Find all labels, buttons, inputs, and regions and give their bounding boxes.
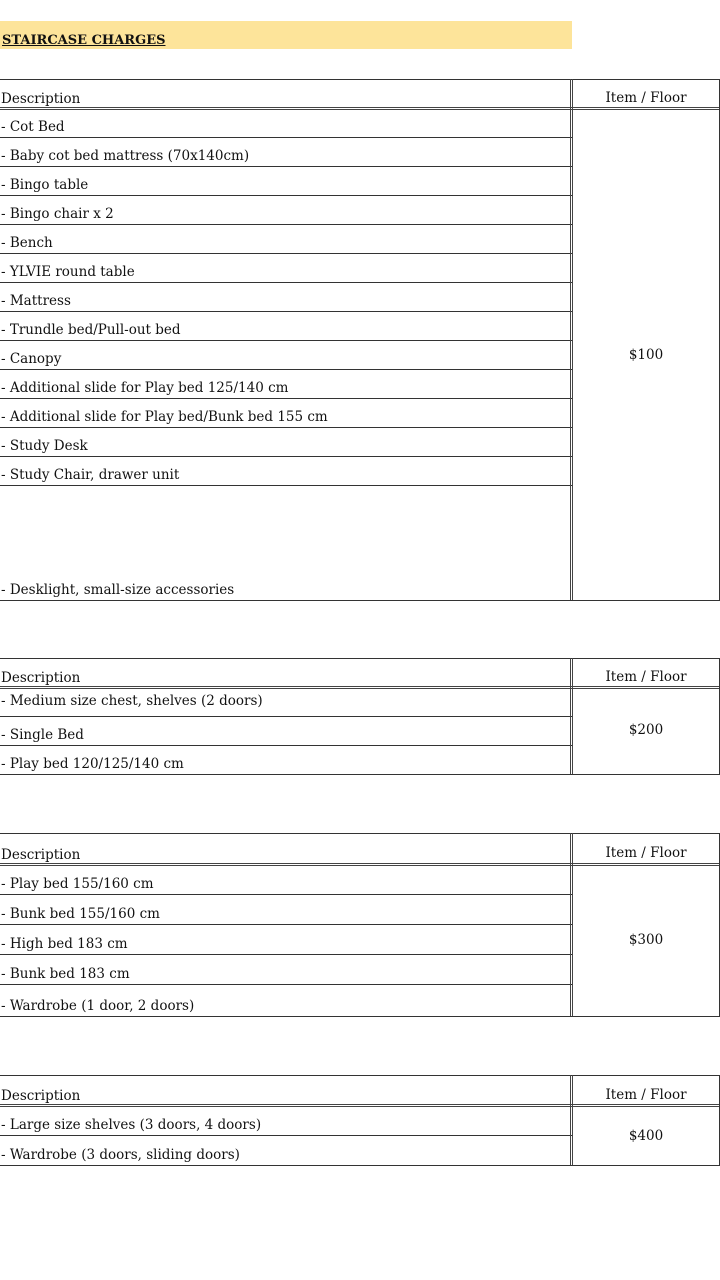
list-item: - Wardrobe (3 doors, sliding doors) (1, 1147, 240, 1163)
row-divider (0, 745, 572, 746)
row-divider (0, 166, 572, 167)
list-item: - Medium size chest, shelves (2 doors) (1, 693, 263, 709)
list-item: - Study Desk (1, 438, 88, 454)
row-divider (0, 894, 572, 895)
table-bottom-border (0, 774, 719, 775)
list-item: - Bingo table (1, 177, 89, 193)
header-divider (0, 107, 719, 110)
row-divider (0, 924, 572, 925)
header-divider (0, 863, 719, 866)
column-divider (570, 79, 573, 600)
list-item: - Bunk bed 183 cm (1, 966, 130, 982)
list-item: - Canopy (1, 351, 62, 367)
list-item: - Bunk bed 155/160 cm (1, 906, 160, 922)
table-top-border (0, 658, 719, 659)
list-item: - Play bed 155/160 cm (1, 876, 154, 892)
row-divider (0, 984, 572, 985)
table-top-border (0, 79, 719, 80)
list-item: - Mattress (1, 293, 71, 309)
list-item: - Bench (1, 235, 53, 251)
list-item: - Cot Bed (1, 119, 65, 135)
price-value: $100 (628, 347, 664, 363)
table-bottom-border (0, 1165, 719, 1166)
description-header: Description (1, 847, 81, 863)
row-divider (0, 485, 572, 486)
row-divider (0, 224, 572, 225)
row-divider (0, 311, 572, 312)
description-header: Description (1, 1088, 81, 1104)
row-divider (0, 369, 572, 370)
list-item: - Play bed 120/125/140 cm (1, 756, 184, 772)
row-divider (0, 195, 572, 196)
description-header: Description (1, 670, 81, 686)
price-value: $300 (628, 932, 664, 948)
list-item: - Additional slide for Play bed 125/140 cm (1, 380, 289, 396)
table-bottom-border (0, 600, 719, 601)
row-divider (0, 1135, 572, 1136)
price-value: $400 (628, 1128, 664, 1144)
price-value: $200 (628, 722, 664, 738)
header-divider (0, 686, 719, 689)
row-divider (0, 282, 572, 283)
row-divider (0, 253, 572, 254)
row-divider (0, 716, 572, 717)
item-floor-header: Item / Floor (605, 1087, 687, 1103)
row-divider (0, 340, 572, 341)
list-item: - Large size shelves (3 doors, 4 doors) (1, 1117, 262, 1133)
row-divider (0, 954, 572, 955)
list-item: - Bingo chair x 2 (1, 206, 114, 222)
item-floor-header: Item / Floor (605, 845, 687, 861)
list-item: - Desklight, small-size accessories (1, 582, 235, 598)
list-item: - Study Chair, drawer unit (1, 467, 180, 483)
row-divider (0, 137, 572, 138)
list-item: - Baby cot bed mattress (70x140cm) (1, 148, 250, 164)
list-item: - YLVIE round table (1, 264, 135, 280)
list-item: - Trundle bed/Pull-out bed (1, 322, 181, 338)
row-divider (0, 456, 572, 457)
header-divider (0, 1104, 719, 1107)
table-top-border (0, 833, 719, 834)
page-title: STAIRCASE CHARGES (2, 33, 166, 48)
item-floor-header: Item / Floor (605, 669, 687, 685)
description-header: Description (1, 91, 81, 107)
item-floor-header: Item / Floor (605, 90, 687, 106)
row-divider (0, 398, 572, 399)
list-item: - Additional slide for Play bed/Bunk bed 155 cm (1, 409, 328, 425)
table-bottom-border (0, 1016, 719, 1017)
table-top-border (0, 1075, 719, 1076)
row-divider (0, 427, 572, 428)
list-item: - Single Bed (1, 727, 84, 743)
list-item: - High bed 183 cm (1, 936, 128, 952)
list-item: - Wardrobe (1 door, 2 doors) (1, 998, 195, 1014)
